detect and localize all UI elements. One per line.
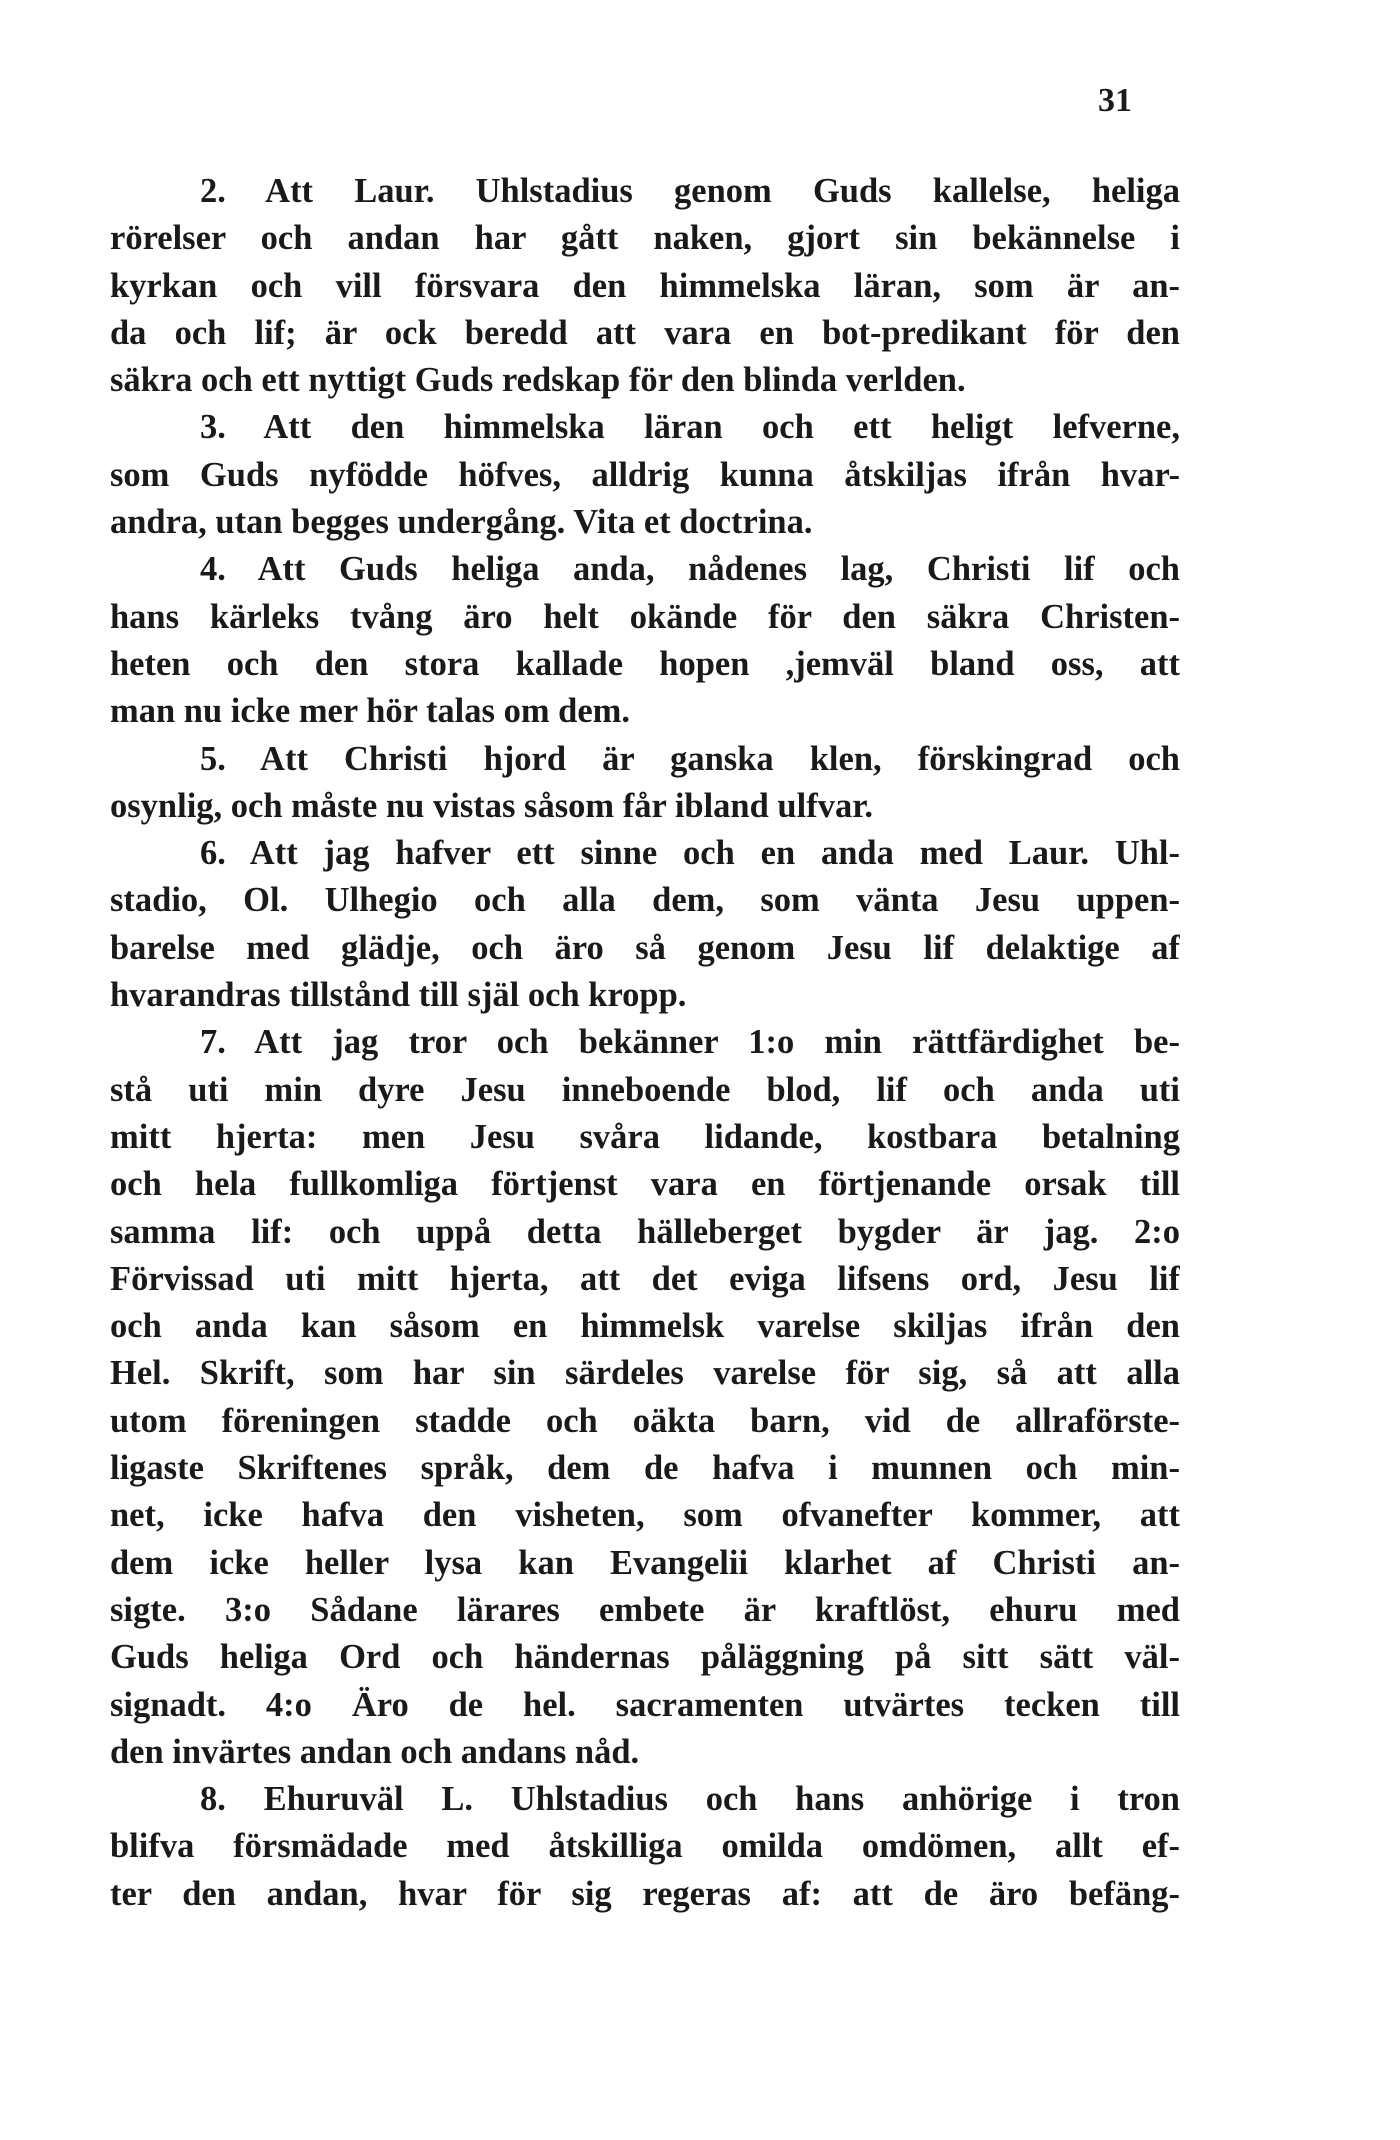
text-line: 3. Att den himmelska läran och ett heligt lefverne, — [200, 408, 1180, 447]
text-line: barelse med glädje, och äro så genom Jesu lif delaktige af — [110, 928, 1180, 967]
text-line: 7. Att jag tror och bekänner 1:o min rättfärdighet be- — [200, 1023, 1180, 1062]
text-line: ligaste Skriftenes språk, dem de hafva i munnen och min- — [110, 1449, 1180, 1488]
text-line: signadt. 4:o Äro de hel. sacramenten utvärtes tecken till — [110, 1685, 1180, 1724]
text-line: net, icke hafva den visheten, som ofvanefter kommer, att — [110, 1496, 1180, 1535]
text-line: hans kärleks tvång äro helt okände för den säkra Christen- — [110, 597, 1180, 636]
page-number: 31 — [1098, 82, 1132, 119]
text-line: dem icke heller lysa kan Evangelii klarhet af Christi an- — [110, 1543, 1180, 1582]
text-line: ter den andan, hvar för sig regeras af: att de äro befäng- — [110, 1874, 1180, 1913]
text-line: stadio, Ol. Ulhegio och alla dem, som vänta Jesu uppen- — [110, 881, 1180, 920]
text-line: 5. Att Christi hjord är ganska klen, förskingrad och — [200, 739, 1180, 778]
text-line: da och lif; är ock beredd att vara en bot-predikant för den — [110, 313, 1180, 352]
text-line: stå uti min dyre Jesu inneboende blod, lif och anda uti — [110, 1070, 1180, 1109]
text-line: 4. Att Guds heliga anda, nådenes lag, Christi lif och — [200, 550, 1180, 589]
text-line: rörelser och andan har gått naken, gjort sin bekännelse i — [110, 219, 1180, 258]
text-line: Hel. Skrift, som har sin särdeles varelse för sig, så att alla — [110, 1354, 1180, 1393]
text-line: säkra och ett nyttigt Guds redskap för den blinda verlden. — [110, 361, 966, 400]
text-line: 6. Att jag hafver ett sinne och en anda med Laur. Uhl- — [200, 834, 1180, 873]
text-line: Förvissad uti mitt hjerta, att det eviga lifsens ord, Jesu lif — [110, 1259, 1180, 1298]
text-line: hvarandras tillstånd till själ och kropp. — [110, 976, 687, 1015]
text-line: mitt hjerta: men Jesu svåra lidande, kostbara betalning — [110, 1117, 1180, 1156]
text-line: osynlig, och måste nu vistas såsom får ibland ulfvar. — [110, 786, 873, 825]
text-line: och anda kan såsom en himmelsk varelse skiljas ifrån den — [110, 1307, 1180, 1346]
text-line: heten och den stora kallade hopen ,jemväl bland oss, att — [110, 644, 1180, 683]
text-line: 2. Att Laur. Uhlstadius genom Guds kallelse, heliga — [200, 172, 1180, 210]
text-line: man nu icke mer hör talas om dem. — [110, 692, 631, 731]
text-line: andra, utan begges undergång. Vita et doctrina. — [110, 503, 813, 542]
text-line: samma lif: och uppå detta hälleberget bygder är jag. 2:o — [110, 1212, 1180, 1251]
text-line: kyrkan och vill försvara den himmelska läran, som är an- — [110, 266, 1180, 305]
text-line: som Guds nyfödde höfves, alldrig kunna åtskiljas ifrån hvar- — [110, 455, 1180, 494]
text-line: sigte. 3:o Sådane lärares embete är kraftlöst, ehuru med — [110, 1590, 1180, 1629]
text-line: 8. Ehuruväl L. Uhlstadius och hans anhörige i tron — [200, 1780, 1180, 1819]
body-text — [110, 168, 1180, 1918]
text-line: och hela fullkomliga förtjenst vara en förtjenande orsak till — [110, 1165, 1180, 1204]
text-line: den invärtes andan och andans nåd. — [110, 1732, 640, 1771]
text-line: Guds heliga Ord och händernas påläggning på sitt sätt väl- — [110, 1638, 1180, 1677]
text-line: blifva försmädade med åtskilliga omilda omdömen, allt ef- — [110, 1827, 1180, 1866]
text-line: utom föreningen stadde och oäkta barn, vid de allraförste- — [110, 1401, 1180, 1440]
